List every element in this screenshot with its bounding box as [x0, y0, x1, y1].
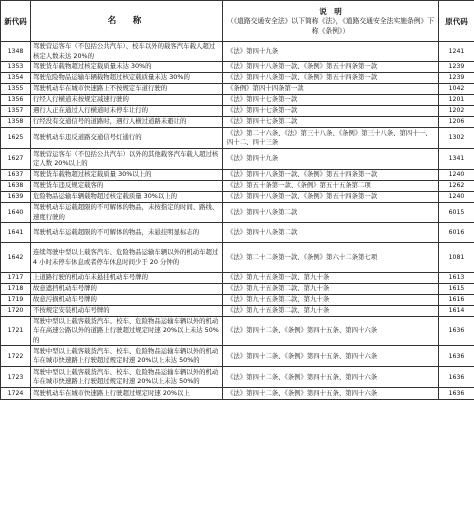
row-new-code: 1353 — [1, 62, 31, 73]
row-original-code: 1262 — [439, 181, 474, 192]
row-name: 故意遮挡机动车号牌的 — [31, 284, 223, 295]
row-name: 行经人行横道未按规定减速行驶的 — [31, 95, 223, 106]
row-description: 《法》第四十九条 — [223, 149, 439, 170]
row-new-code: 1720 — [1, 306, 31, 317]
table-row — [1, 149, 474, 170]
row-original-code: 1616 — [439, 295, 474, 306]
row-original-code: 1206 — [439, 117, 474, 128]
row-new-code: 1358 — [1, 117, 31, 128]
row-name: 驾驶中型以上载客载货汽车、校车、危险物品运输车辆以外的机动车在城市快速路上行驶超过规定时速 20%以上未达 50%的 — [31, 346, 223, 367]
row-description: 《法》第四十八条第二款 — [223, 223, 439, 243]
row-name: 驾驶营运客车（不包括公共汽车）以外的其他载客汽车载人超过核定人数 20%以上的 — [31, 149, 223, 170]
row-name: 上道路行驶的机动车未悬挂机动车号牌的 — [31, 273, 223, 284]
row-original-code: 6016 — [439, 223, 474, 243]
row-name: 驾驶营运客车（不包括公共汽车）、校车以外的载客汽车载人超过核定人数未达 20%的 — [31, 42, 223, 62]
row-original-code: 1636 — [439, 317, 474, 346]
table-row — [1, 388, 474, 400]
row-description: 《法》第九十五条第二款、第九十条 — [223, 306, 439, 317]
table-row — [1, 273, 474, 284]
table-row — [1, 295, 474, 306]
table-row — [1, 203, 474, 223]
row-description: 《法》第二十六条、《法》第三十八条、《条例》第三十八条、第四十一、四十二、四十三条 — [223, 128, 439, 149]
table-row — [1, 117, 474, 128]
row-description: 《法》第九十五条第二款、第九十条 — [223, 284, 439, 295]
row-original-code: 1341 — [439, 149, 474, 170]
header-description — [223, 1, 439, 42]
header-description-title: 说 明 — [319, 7, 342, 16]
header-name: 名 称 — [31, 1, 223, 42]
row-name: 遇行人正在通过人行横道时未停车让行的 — [31, 106, 223, 117]
row-original-code: 1241 — [439, 42, 474, 62]
row-name: 驾驶机动车运载超限的不可解体的物品，未悬挂明显标志的 — [31, 223, 223, 243]
row-new-code: 1355 — [1, 84, 31, 95]
row-name: 驾驶危险物品运输车辆载物超过核定载质量未达 30%的 — [31, 73, 223, 84]
table-row — [1, 306, 474, 317]
row-description: 《法》第四十二条、《条例》第四十五条、第四十六条 — [223, 367, 439, 388]
row-description: 《法》第四十七条第二款 — [223, 117, 439, 128]
table-row — [1, 73, 474, 84]
row-new-code: 1348 — [1, 42, 31, 62]
row-new-code: 1354 — [1, 73, 31, 84]
row-description: 《法》第四十八条第一款、《条例》第五十四条第一款 — [223, 170, 439, 181]
row-name: 驾驶机动车违反道路交通信号灯通行的 — [31, 128, 223, 149]
row-new-code: 1357 — [1, 106, 31, 117]
row-new-code: 1717 — [1, 273, 31, 284]
row-original-code: 1240 — [439, 170, 474, 181]
row-new-code: 1723 — [1, 367, 31, 388]
row-name: 危险物品运输车辆载物超过核定载质量 30%以上的 — [31, 192, 223, 203]
row-new-code: 1625 — [1, 128, 31, 149]
row-description: 《条例》第四十四条第一款 — [223, 84, 439, 95]
row-new-code: 1627 — [1, 149, 31, 170]
row-new-code: 1719 — [1, 295, 31, 306]
row-new-code: 1721 — [1, 317, 31, 346]
row-original-code: 1201 — [439, 95, 474, 106]
row-new-code: 1722 — [1, 346, 31, 367]
table-row — [1, 367, 474, 388]
table-row — [1, 181, 474, 192]
row-original-code: 1615 — [439, 284, 474, 295]
table-row — [1, 346, 474, 367]
row-original-code: 1239 — [439, 62, 474, 73]
row-name: 驾驶机动车在城市快速路上行驶超过规定时速 20%以上 — [31, 388, 223, 400]
row-description: 《法》第四十二条、《条例》第四十五条、第四十六条 — [223, 388, 439, 400]
row-description: 《法》第二十二条第一款、《条例》第六十二条第七项 — [223, 243, 439, 273]
row-new-code: 1356 — [1, 95, 31, 106]
table-body — [1, 42, 474, 400]
row-new-code: 1639 — [1, 192, 31, 203]
row-original-code: 1613 — [439, 273, 474, 284]
row-original-code: 1239 — [439, 73, 474, 84]
table-header — [1, 1, 474, 42]
row-original-code: 1081 — [439, 243, 474, 273]
header-description-subtitle: （《道路交通安全法》以下简称《法》，《道路交通安全法实施条例》下称《条例》） — [226, 17, 435, 35]
row-original-code: 1302 — [439, 128, 474, 149]
table-row — [1, 106, 474, 117]
row-name: 驾驶货车载物超过核定载质量 30%以上的 — [31, 170, 223, 181]
row-name: 不按规定安装机动车号牌的 — [31, 306, 223, 317]
row-description: 《法》第四十七条第一款 — [223, 106, 439, 117]
table-row — [1, 42, 474, 62]
row-description: 《法》第四十七条第一款 — [223, 95, 439, 106]
row-new-code: 1640 — [1, 203, 31, 223]
row-name: 驾驶中型以上载客载货汽车、校车、危险物品运输车辆以外的机动车在城市快速路上行驶超过规定时速 20%以上未达 50%的 — [31, 367, 223, 388]
table-row — [1, 170, 474, 181]
row-original-code: 1202 — [439, 106, 474, 117]
row-name: 驾驶机动车运载超限的不可解体的物品，未按指定的时间、路线、速度行驶的 — [31, 203, 223, 223]
row-description: 《法》第四十八条第一款、《条例》第五十四条第一款 — [223, 73, 439, 84]
row-description: 《法》第四十八条第一款、《条例》第五十四条第一款 — [223, 192, 439, 203]
row-original-code: 1042 — [439, 84, 474, 95]
row-original-code: 1240 — [439, 192, 474, 203]
row-name: 驾驶货车载物超过核定载质量未达 30%的 — [31, 62, 223, 73]
row-description: 《法》第四十八条第二款 — [223, 203, 439, 223]
row-description: 《法》第四十二条、《条例》第四十五条、第四十六条 — [223, 317, 439, 346]
table-row — [1, 95, 474, 106]
table-row — [1, 62, 474, 73]
row-description: 《法》第四十二条、《条例》第四十五条、第四十六条 — [223, 346, 439, 367]
row-original-code: 1636 — [439, 346, 474, 367]
row-name: 驾驶货车违反规定载客的 — [31, 181, 223, 192]
row-description: 《法》第九十五条第二款、第九十条 — [223, 295, 439, 306]
header-new-code: 新代码 — [1, 1, 31, 42]
row-original-code: 1636 — [439, 367, 474, 388]
row-new-code: 1642 — [1, 243, 31, 273]
row-new-code: 1641 — [1, 223, 31, 243]
table-row — [1, 192, 474, 203]
row-new-code: 1638 — [1, 181, 31, 192]
row-new-code: 1718 — [1, 284, 31, 295]
row-new-code: 1637 — [1, 170, 31, 181]
row-new-code: 1724 — [1, 388, 31, 400]
row-description: 《法》第四十八条第一款、《条例》第五十四条第一款 — [223, 62, 439, 73]
header-original-code: 原代码 — [439, 1, 474, 42]
row-name: 行经没有交通信号的道路时，遇行人横过道路未避让的 — [31, 117, 223, 128]
row-description: 《法》第九十五条第一款、第九十条 — [223, 273, 439, 284]
row-name: 驾驶机动车在城市快速路上不按规定车道行驶的 — [31, 84, 223, 95]
row-name: 故意污损机动车号牌的 — [31, 295, 223, 306]
table-row — [1, 128, 474, 149]
row-original-code: 1636 — [439, 388, 474, 400]
table-row — [1, 223, 474, 243]
header-row — [1, 1, 474, 42]
row-description: 《法》第五十条第一款、《条例》第五十五条第二项 — [223, 181, 439, 192]
row-original-code: 1614 — [439, 306, 474, 317]
table-row — [1, 317, 474, 346]
table-row — [1, 284, 474, 295]
row-original-code: 6015 — [439, 203, 474, 223]
table-row — [1, 84, 474, 95]
row-name: 连续驾驶中型以上载客汽车、危险物品运输车辆以外的机动车超过 4 小时未停车休息或者停车休息时间少于 20 分钟的 — [31, 243, 223, 273]
row-name: 驾驶中型以上载客载货汽车、校车、危险物品运输车辆以外的机动车在高速公路以外的道路上行驶超过规定时速 20%以上未达 50%的 — [31, 317, 223, 346]
table-row — [1, 243, 474, 273]
row-description: 《法》第四十九条 — [223, 42, 439, 62]
